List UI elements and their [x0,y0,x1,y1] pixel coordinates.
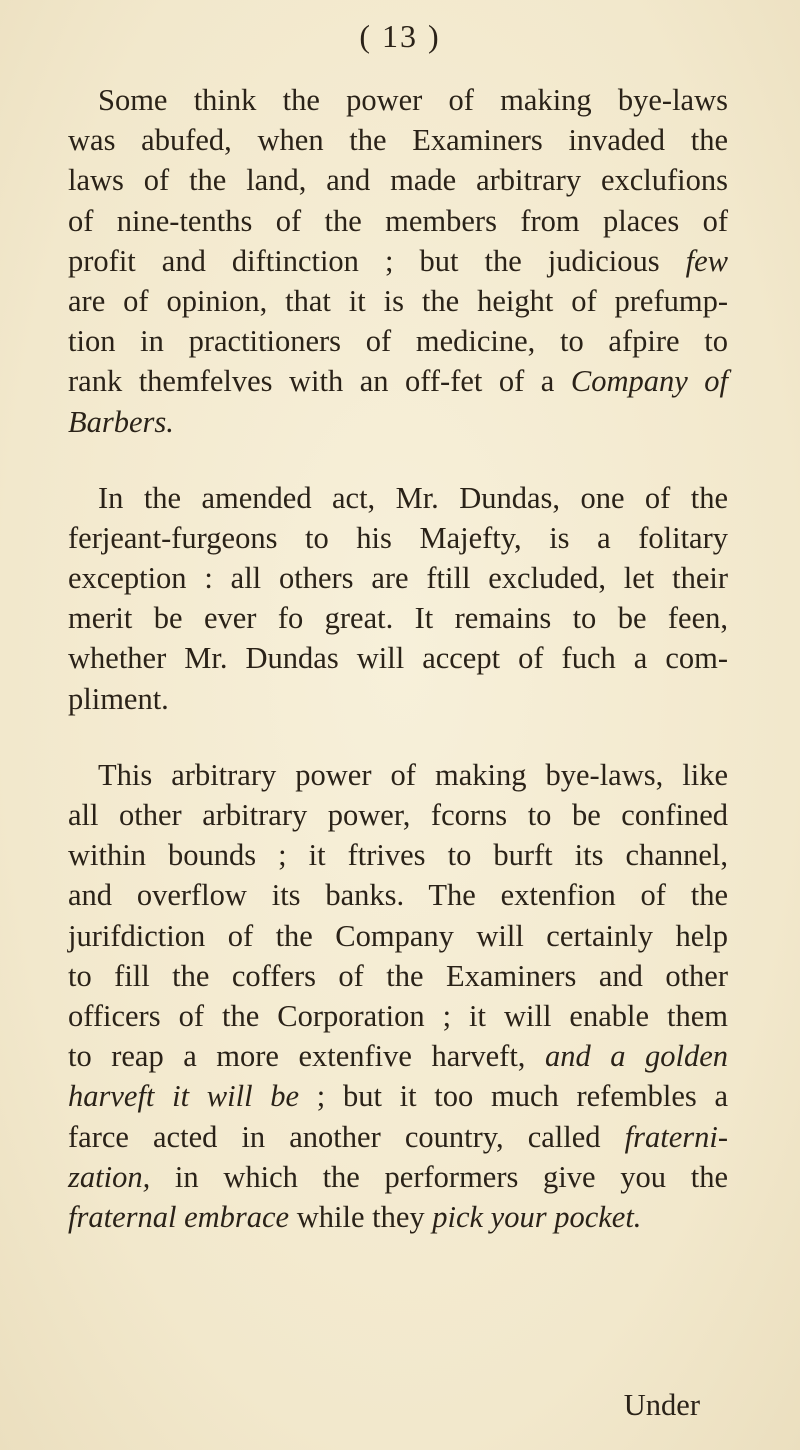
italic-text: zation, [68,1159,151,1194]
paragraph-gap [68,719,728,755]
text-run: laws of the land, and made arbitrary exclufions [68,163,728,198]
text-run: exception : all others are ftill excluded, let their [68,561,728,596]
text-line [68,1157,728,1197]
text-run: to fill the coffers of the Examiners and other [68,958,728,993]
text-run: officers of the Corporation ; it will enable them [68,998,728,1033]
text-line [68,558,728,598]
text-run: to reap a more extenfive harveft, [68,1039,545,1074]
text-run: rank themfelves with an off-fet of a [68,364,571,399]
text-line [68,598,728,638]
text-run: was abufed, when the Examiners invaded the [68,123,728,158]
text-run: within bounds ; it ftrives to burft its channel, [68,838,728,873]
italic-text: fraterni- [624,1119,728,1154]
text-line [68,755,728,795]
text-line [68,241,728,281]
text-run: ; but it too much refembles a [299,1079,728,1114]
text-run: Some think the power of making bye-laws [98,83,728,117]
page-number: ( 13 ) [359,18,441,54]
text-run: are of opinion, that it is the height of prefump- [68,283,728,318]
paragraph [68,80,728,442]
text-run: whether Mr. Dundas will accept of fuch a com- [68,641,728,676]
italic-text: harveft it will be [68,1079,300,1114]
italic-text: pick your pocket. [432,1199,642,1234]
paragraph [68,478,728,719]
text-line [68,1076,728,1116]
text-line [68,361,728,401]
text-run: This arbitrary power of making bye-laws, like [98,757,728,792]
text-line [68,518,728,558]
text-run: all other arbitrary power, fcorns to be confined [68,798,728,832]
text-line [68,916,728,956]
text-run: of nine-tenths of the members from places of [68,203,728,238]
italic-text: and a golden [544,1039,728,1074]
text-run: profit and diftinction ; but the judicious [68,243,686,278]
italic-text: fraternal embrace [68,1199,290,1234]
body-text [68,80,728,1237]
text-line [68,835,728,875]
italic-text: Company of [570,364,728,399]
text-run: and overflow its banks. The extenfion of the [68,878,728,913]
text-line [68,1036,728,1076]
text-run: farce acted in another country, called [68,1119,625,1154]
italic-text: few [685,243,728,278]
text-line [68,402,728,442]
text-run: ferjeant-furgeons to his Majefty, is a folitary [68,520,728,555]
italic-text: Barbers. [68,404,174,439]
text-line [68,120,728,160]
text-line [68,679,728,719]
text-run: in which the performers give you the [150,1159,728,1194]
text-line [68,1197,728,1237]
text-line [68,638,728,678]
text-line [68,160,728,200]
text-run: jurifdiction of the Company will certainly help [68,918,728,953]
text-line [68,80,728,120]
text-run: tion in practitioners of medicine, to afpire to [68,324,728,359]
text-line [68,875,728,915]
text-run: In the amended act, Mr. Dundas, one of the [98,480,728,515]
text-line [68,1117,728,1157]
text-line [68,201,728,241]
text-line [68,281,728,321]
text-line [68,478,728,518]
text-line [68,321,728,361]
paragraph [68,755,728,1237]
text-line [68,956,728,996]
text-line [68,795,728,835]
catchword: Under [623,1388,700,1422]
text-run: merit be ever fo great. It remains to be feen, [68,601,728,636]
paragraph-gap [68,442,728,478]
text-line [68,996,728,1036]
text-run: while they [289,1199,433,1234]
text-run: pliment. [68,681,169,716]
